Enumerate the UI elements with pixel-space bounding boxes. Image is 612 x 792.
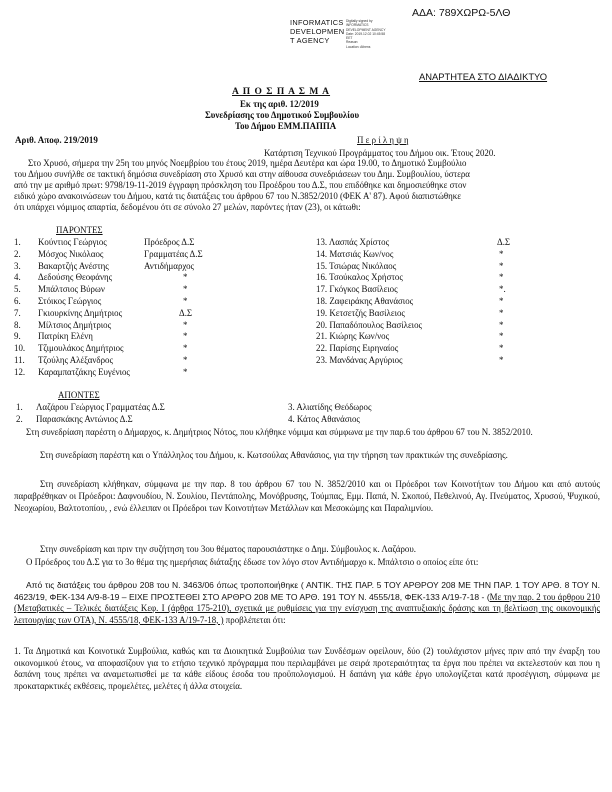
chairs-text: Στη συνεδρίαση κλήθηκαν, σύμφωνα με την παρ. 8 του άρθρου 67 του Ν. 3852/2010 και οι Πρόεδροι των Κοινοτήτων του Δήμου και από αυτούς παραβρέθηκαν οι Πρόεδροι: Δαφνουδίου, Ν. Σουλίου, Πεντάπολης, Μονόβρυσης, Τούμπας, Εμμ. Παπά, Ν. Σκοπού, Πεθελινού, Αγ. Πνεύματος, Χρυσού, Ψυχικού, Νεοχωρίου, Βαλτοτοπίου, , ενώ έλλειπαν οι Πρόεδροι των Κοινοτήτων Μετάλλων και Μεσοκώμης και Παραλιμνίου.	[14, 479, 600, 513]
member-name: Μίλτσιος Δημήτριος	[38, 319, 112, 330]
member-name: 13. Λασπάς Χρίστος	[316, 237, 390, 247]
chair-intro-paragraph	[14, 557, 600, 568]
law-text-b: Με την παρ. 2 του άρθρου 210 (Μεταβατικές – Τελικές διατάξεις Κεφ. I (άρθρα 175-210), σχετικά με ρυθμίσεις για την ενίσχυση της αναπτυξιακής δράσης και τη βελτίωση της οικονομικής λειτουργίας των ΟΤΑ), Ν. 4555/18, ΦΕΚ-133 Α/19-7-18, )	[14, 591, 600, 625]
member-number: 2.	[14, 248, 21, 259]
present-heading: ΠΑΡΟΝΤΕΣ	[56, 225, 103, 235]
member-name: 14. Ματσιάς Κων/νος	[316, 248, 394, 259]
absent-member-name: Λαζάρου Γεώργιος Γραμματέας Δ.Σ	[36, 402, 165, 412]
informatics-logo	[290, 18, 430, 58]
member-number: 6.	[14, 296, 21, 306]
logo-line-1: INFORMATICS	[290, 18, 344, 27]
member-number: 9.	[14, 331, 21, 342]
member-name: 23. Μανδάνας Αργύριος	[316, 355, 403, 365]
intro-line: από την με αριθμό πρωτ: 9798/19-11-2019 έγγραφη πρόσκληση του Προέδρου του Δ.Σ, που επιδόθηκε και δημοσιεύθηκε στον	[14, 180, 467, 190]
member-role: Γραμματέας Δ.Σ	[144, 248, 203, 259]
member-name: Καραμπατζάκης Ευγένιος	[38, 366, 130, 377]
employee-paragraph	[14, 450, 600, 461]
member-role: *	[499, 319, 504, 330]
ada-number: ΑΔΑ: 789ΧΩΡΩ-5ΛΘ	[412, 7, 511, 19]
topic-paragraph	[14, 544, 600, 555]
member-role: *	[183, 296, 188, 306]
member-role: *	[183, 284, 188, 295]
member-name: Δεδούσης Θεοφάνης	[38, 272, 113, 283]
member-name: Μόσχος Νικόλαος	[38, 248, 104, 259]
member-role: *	[183, 331, 188, 342]
member-role: Δ.Σ	[497, 237, 511, 247]
member-name: Βακαρτζής Ανέστης	[38, 260, 109, 271]
law-paragraph	[14, 580, 600, 626]
member-role: *	[499, 260, 504, 271]
member-name: Τζούλης Αλέξανδρος	[38, 355, 113, 365]
stamp-line: INFORMATICS	[346, 23, 369, 28]
member-name: 22. Παρίσης Ειρηναίος	[316, 343, 399, 354]
mayor-paragraph	[14, 427, 600, 438]
decision-number: Αριθ. Αποφ. 219/2019	[15, 135, 98, 145]
member-name: Κούντιος Γεώργιος	[38, 237, 107, 247]
session-title: Συνεδρίασης του Δημοτικού Συμβουλίου	[205, 110, 360, 120]
intro-line: ειδικό χώρο ανακοινώσεων του Δήμου, κατά τις διατάξεις του άρθρου 67 του Ν.3852/2010 (ΦΕΚ Α' 87). Αφού διαπιστώθηκε	[14, 191, 461, 201]
member-name: Πατρίκη Ελένη	[38, 331, 93, 342]
member-number: 7.	[14, 307, 21, 318]
logo-line-2: DEVELOPMEN	[290, 27, 345, 36]
member-role: *	[499, 355, 504, 365]
session-number: Εκ της αριθ. 12/2019	[240, 99, 319, 109]
intro-line: Στο Χρυσό, σήμερα την 25η του μηνός Νοεμβρίου του έτους 2019, ημέρα Δευτέρα και ώρα 19.00, το Δημοτικό Συμβούλιο	[28, 158, 467, 168]
member-name: Στόικος Γεώργιος	[38, 296, 102, 306]
topic-text: Στην συνεδρίαση και πριν την συζήτηση του 3ου θέματος παρουσιάστηκε ο Δημ. Σύμβουλος κ. Λαζάρου.	[40, 544, 416, 554]
member-name: Γκιουρκίνης Δημήτριος	[38, 307, 123, 318]
member-role: *	[499, 296, 504, 306]
member-number: 12.	[14, 366, 26, 377]
member-number: 3.	[14, 260, 21, 271]
item-1-text: 1. Τα Δημοτικά και Κοινοτικά Συμβούλια, καθώς και τα Διοικητικά Συμβούλια των Συνδέσμων οφείλουν, δύο (2) τουλάχιστον μήνες πριν από την έναρξη του οικονομικού έτους, να αποφασίζουν για το ετήσιο τεχνικό πρόγραμμα που περιλαμβάνει με σειρά προτεραιότητας τα έργα που πρέπει να εκτελεστούν και που η δαπάνη τους πρέπει να αναμετωπισθεί με τα κάθε είδους έσοδα του προϋπολογισμού. Η δαπάνη για κάθε έργο υπολογίζεται κατά προσέγγιση, σύμφωνα με προκαταρκτικές εκθέσεις, προμελέτες, μελέτες ή άλλα στοιχεία.	[14, 646, 600, 691]
law-text-c: προβλέπεται ότι:	[223, 614, 286, 625]
member-name: 21. Κιώρης Κων/νος	[316, 331, 390, 342]
member-role: *	[183, 272, 188, 283]
member-role: *	[183, 343, 188, 354]
logo-line-3: T AGENCY	[290, 36, 330, 45]
stamp-line: Digitally signed by	[346, 19, 373, 23]
member-name: 19. Κετσετζής Βασίλειος	[316, 307, 405, 318]
member-role: Αντιδήμαρχος	[144, 260, 195, 271]
summary-label: Π ε ρ ί λ η ψ η	[357, 135, 409, 145]
member-number: 2.	[16, 413, 23, 424]
member-role: Δ.Σ	[179, 307, 193, 318]
member-number: 8.	[14, 319, 21, 330]
absent-heading: ΑΠΟΝΤΕΣ	[58, 390, 100, 400]
member-role: *	[499, 307, 504, 318]
member-number: 4.	[14, 272, 21, 283]
member-role: *	[183, 319, 188, 330]
member-number: 10.	[14, 343, 26, 354]
stamp-line: DEVELOPMENT AGENCY	[346, 27, 386, 32]
member-name: Τζιμουλάκος Δημήτριος	[38, 343, 124, 354]
member-name: 20. Παπαδόπουλος Βασίλειος	[316, 319, 423, 330]
member-role: *	[499, 248, 504, 259]
member-name: 15. Τσιώρας Νικόλαος	[316, 260, 397, 271]
municipality-title: Του Δήμου ΕΜΜ.ΠΑΠΠΑ	[235, 121, 337, 131]
member-number: 5.	[14, 284, 21, 295]
stamp-line: EET	[346, 36, 353, 41]
member-name: Μπάλτσιος Βύρων	[38, 284, 105, 295]
post-online-label: ΑΝΑΡΤΗΤΕΑ ΣΤΟ ΔΙΑΔΙΚΤΥΟ	[419, 71, 548, 82]
intro-line: ότι υπάρχει νόμιμος απαρτία, δεδομένου ότι σε σύνολο 27 μελών, παρόντες ήταν (23), οι κάτωθι:	[14, 202, 361, 212]
item-1-paragraph	[14, 646, 600, 692]
member-role: *	[183, 366, 188, 377]
member-role: *	[183, 355, 188, 365]
member-role: Πρόεδρος Δ.Σ	[144, 237, 195, 247]
member-role: *	[499, 272, 504, 283]
mayor-text: Στη συνεδρίαση παρέστη ο Δήμαρχος, κ. Δημήτριος Νότος, που κλήθηκε νόμιμα και σύμφωνα με την παρ.6 του άρθρου 67 του Ν. 3852/2010.	[26, 427, 533, 437]
stamp-line: Reason:	[346, 40, 359, 45]
summary-text: Κατάρτιση Τεχνικού Προγράμματος του Δήμου οικ. Έτους 2020.	[264, 148, 496, 158]
absent-member-name-right: 4. Κάτος Αθανάσιος	[288, 413, 360, 424]
member-number: 1.	[16, 402, 23, 412]
employee-text: Στη συνεδρίαση παρέστη και ο Υπάλληλος του Δήμου, κ. Κωτσούλας Αθανάσιος, για την τήρηση των πρακτικών της συνεδρίασης.	[40, 450, 508, 460]
member-number: 11.	[14, 355, 25, 365]
chairs-paragraph	[14, 479, 600, 514]
member-role: *	[499, 331, 504, 342]
absent-member-name-right: 3. Αλιατίδης Θεόδωρος	[288, 402, 372, 412]
document-title: Α Π Ο Σ Π Α Σ Μ Α	[232, 87, 331, 97]
signature-stamp	[346, 19, 386, 49]
intro-line: του Δήμου συνήλθε σε τακτική δημόσια συνεδρίαση στο Χρυσό και στην αίθουσα συνεδριάσεων του Δημ. Συμβουλίου, ύστερα	[14, 169, 470, 179]
stamp-line: Location: Athens	[346, 44, 371, 49]
member-name: 16. Τσούκαλος Χρήστος	[316, 272, 403, 283]
member-role: *.	[499, 284, 506, 295]
member-name: 17. Γκόγκος Βασίλειος	[316, 284, 398, 295]
law-text-a: Από τις διατάξεις του άρθρου 208 του Ν. 3463/06 όπως τροποποιήθηκε ( ΑΝΤΙΚ. ΤΗΣ ΠΑΡ. 5 ΤΟΥ ΑΡΘΡΟΥ 208 ΜΕ ΤΗΝ ΠΑΡ. 1 ΤΟΥ ΑΡΘ. 8 ΤΟΥ Ν. 4623/19, ΦΕΚ-134 Α/9-8-19 – ΕΙΧΕ ΠΡΟΣΤΕΘΕΙ ΣΤΟ ΑΡΘΡΟ 208 ΜΕ ΤΟ ΑΡΘ. 191 ΤΟΥ Ν. 4555/18, ΦΕΚ-133 Α/19-7-18 - (	[14, 580, 600, 602]
member-number: 1.	[14, 237, 21, 247]
member-role: *	[499, 343, 504, 354]
stamp-line: Date: 2019.12.02 10:45:58	[346, 31, 386, 36]
absent-member-name: Παρασκάκης Αντώνιος Δ.Σ	[36, 413, 133, 424]
chair-intro-text: Ο Πρόεδρος του Δ.Σ για το 3ο θέμα της ημερήσιας διάταξης έδωσε τον λόγο στον Αντιδήμαρχο κ. Μπάλτσιο ο οποίος είπε ότι:	[26, 557, 479, 567]
member-name: 18. Ζαφειράκης Αθανάσιος	[316, 296, 414, 306]
